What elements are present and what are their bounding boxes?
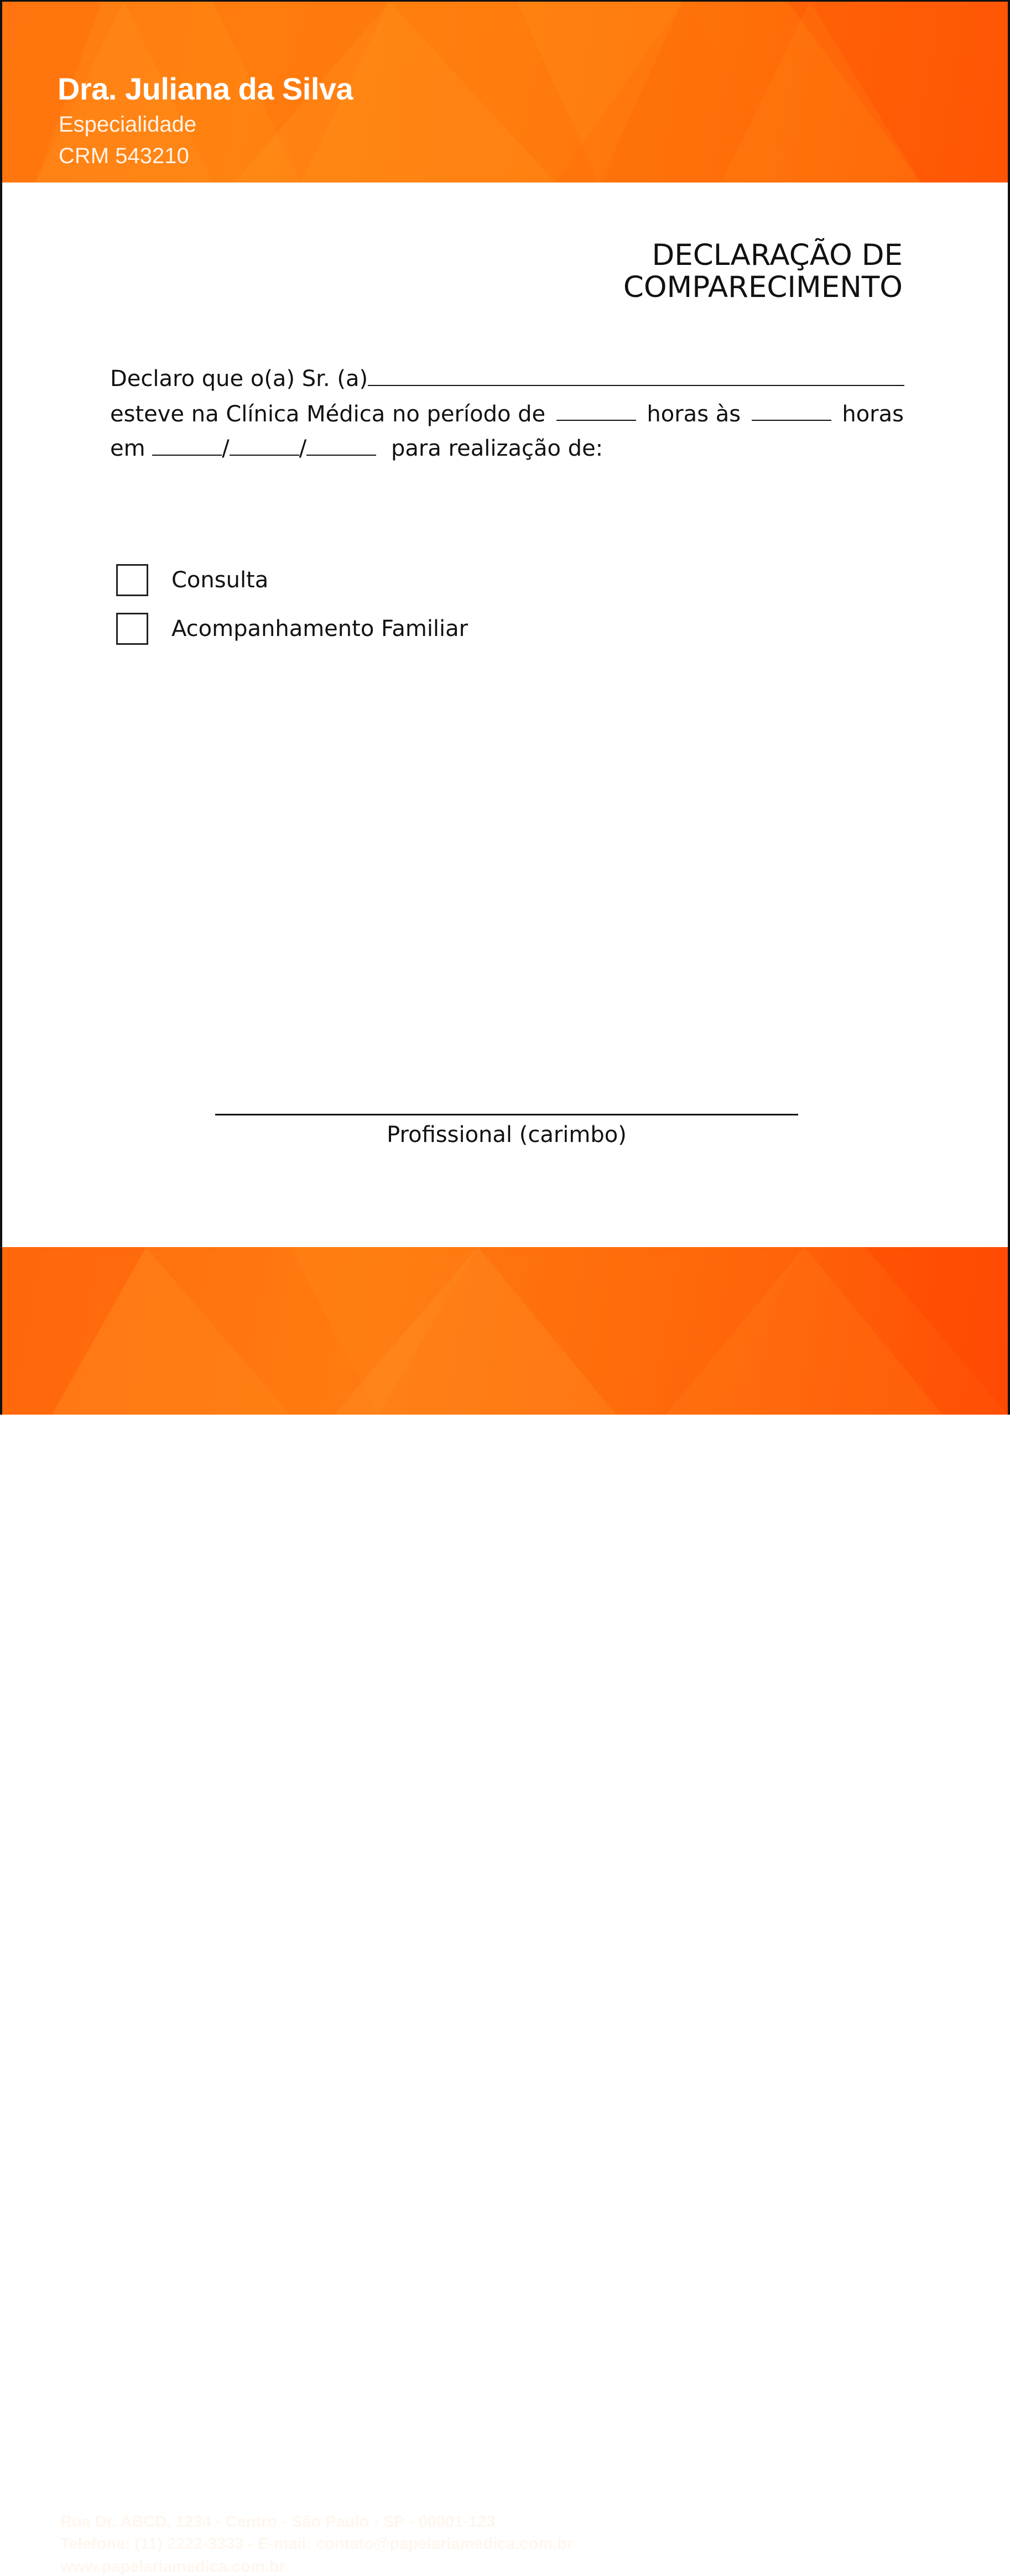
doctor-name: Dra. Juliana da Silva [58,71,353,106]
doctor-specialty: Especialidade [59,112,197,137]
consulta-checkbox[interactable] [116,564,148,596]
document-title-line2: COMPARECIMENTO [623,270,903,304]
purpose-label: para realização de: [391,436,603,461]
signature-label: Profissional (carimbo) [387,1122,627,1148]
declaration-prefix: Declaro que o(a) Sr. (a) [110,366,368,392]
consulta-label: Consulta [171,567,269,593]
option-acompanhamento-familiar[interactable] [116,613,468,645]
patient-name-blank[interactable] [368,366,904,386]
declaration-line-1 [110,366,904,392]
date-separator: / [222,436,230,461]
signature-line[interactable] [215,1114,798,1115]
footer-contact: Telefone: (11) 2222-3333 - E-mail: contato@papelariamedica.com.br [60,2535,574,2553]
declaration-line-3 [110,435,904,462]
start-time-blank[interactable] [556,401,636,421]
footer-website: www.papelariamedica.com.br [60,2558,285,2575]
acompanhamento-checkbox[interactable] [116,613,148,645]
doctor-crm: CRM 543210 [59,144,189,168]
period-prefix: esteve na Clínica Médica no período de [110,401,546,427]
footer-address: Rua Dr. ABCD, 1234 - Centro - São Paulo - SP - 00001-123 [60,2513,496,2531]
footer-triangle-pattern [2,1247,1008,1415]
declaration-line-2 [110,401,904,427]
acompanhamento-label: Acompanhamento Familiar [171,616,468,642]
end-time-blank[interactable] [752,401,831,421]
document-title [405,239,903,304]
document-title-line1: DECLARAÇÃO DE [652,238,903,272]
date-year-blank[interactable] [306,436,376,456]
date-prefix: em [110,436,145,461]
period-mid: horas às [647,401,741,427]
date-separator: / [299,436,307,461]
option-consulta[interactable] [116,564,268,596]
period-suffix: horas [842,401,904,427]
letterhead-footer [2,1247,1008,2575]
date-month-blank[interactable] [230,436,299,456]
letterhead-header [2,2,1008,182]
date-day-blank[interactable] [152,436,222,456]
